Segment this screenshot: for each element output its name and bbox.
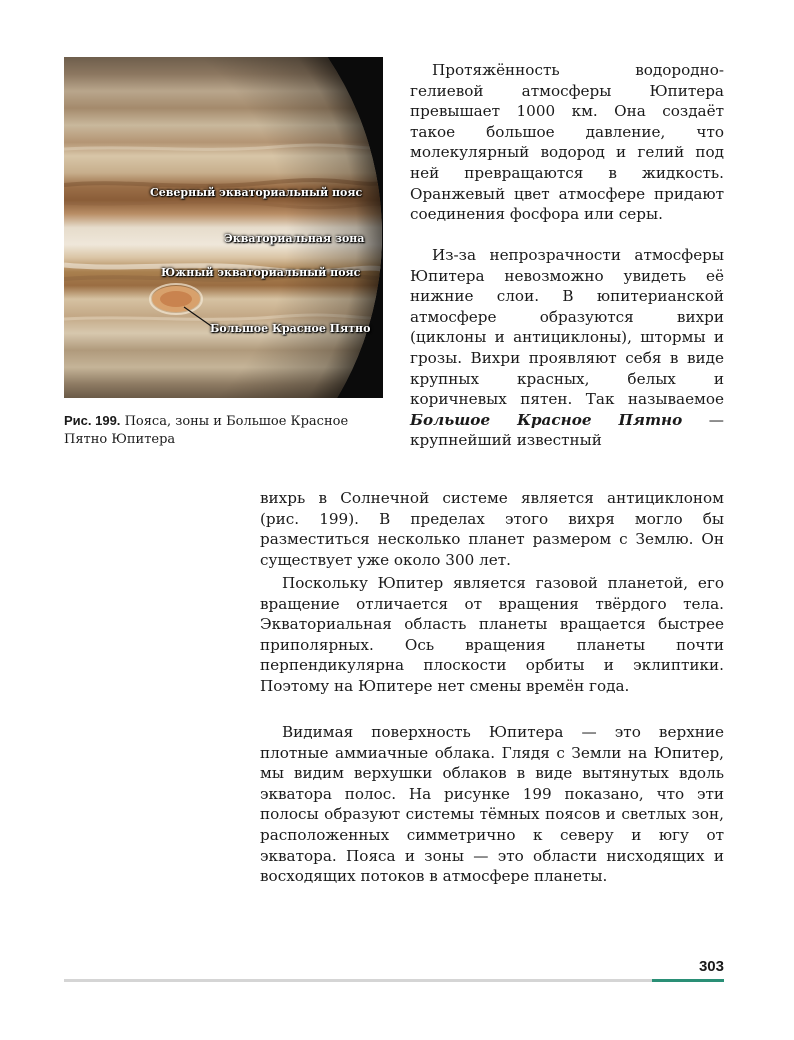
- paragraph-2-start: Из-за непрозрачности атмосферы Юпитера невозможно увидеть её нижние слои. В юпитерианской атмосфере образуются вихри (циклоны и антициклоны), штормы и грозы. Вихри проявляют себя в виде крупных красных, белых и коричневых пятен. Так называемое: [410, 246, 724, 409]
- jupiter-figure: [64, 57, 383, 398]
- red-spot-label: Большое Красное Пятно: [210, 322, 371, 335]
- equatorial-zone-label: Экваториальная зона: [224, 232, 365, 245]
- paragraph-1: Протяжённость водородно-гелиевой атмосферы Юпитера превышает 1000 км. Она создаёт такое большое давление, что молекулярный водород и гелий под ней превращаются в жидкость. Оранжевый цвет атмосфере придают соединения фосфора или серы.: [410, 61, 724, 224]
- north-belt-label: Северный экваториальный пояс: [150, 186, 363, 199]
- page-number: 303: [698, 958, 724, 975]
- paragraph-2-tail: — крупнейший известный: [410, 410, 724, 450]
- caption-text: Пояса, зоны и Большое Красное Пятно Юпитера: [64, 414, 349, 447]
- caption-number: Рис. 199.: [64, 413, 121, 428]
- south-belt-label: Южный экваториальный пояс: [161, 266, 361, 279]
- paragraph-4: Видимая поверхность Юпитера — это верхние плотные аммиачные облака. Глядя с Земли на Юпитер, мы видим верхушки облаков в виде вытянутых вдоль экватора полос. На рисунке 199 показано, что эти полосы образуют системы тёмных поясов и светлых зон, расположенных симметрично к северу и югу от экватора. Пояса и зоны — это области нисходящих и восходящих потоков в атмосфере планеты.: [260, 723, 724, 886]
- paragraph-2-continued: вихрь в Солнечной системе является антициклоном (рис. 199). В пределах этого вихря могло бы разместиться несколько планет размером с Землю. Он существует уже около 300 лет.: [260, 489, 724, 569]
- jupiter-image: [64, 57, 383, 398]
- paragraph-3: Поскольку Юпитер является газовой планетой, его вращение отличается от вращения твёрдого тела. Экваториальная область планеты вращается быстрее приполярных. Ось вращения планеты почти перпендикулярна плоскости орбиты и эклиптики. Поэтому на Юпитере нет смены времён года.: [260, 574, 724, 695]
- footer-rule: [64, 979, 724, 982]
- paragraph-2: [410, 245, 724, 451]
- term-great-red-spot: Большое Красное Пятно: [410, 410, 683, 429]
- figure-caption: [64, 412, 394, 449]
- footer-accent-rule: [652, 979, 724, 982]
